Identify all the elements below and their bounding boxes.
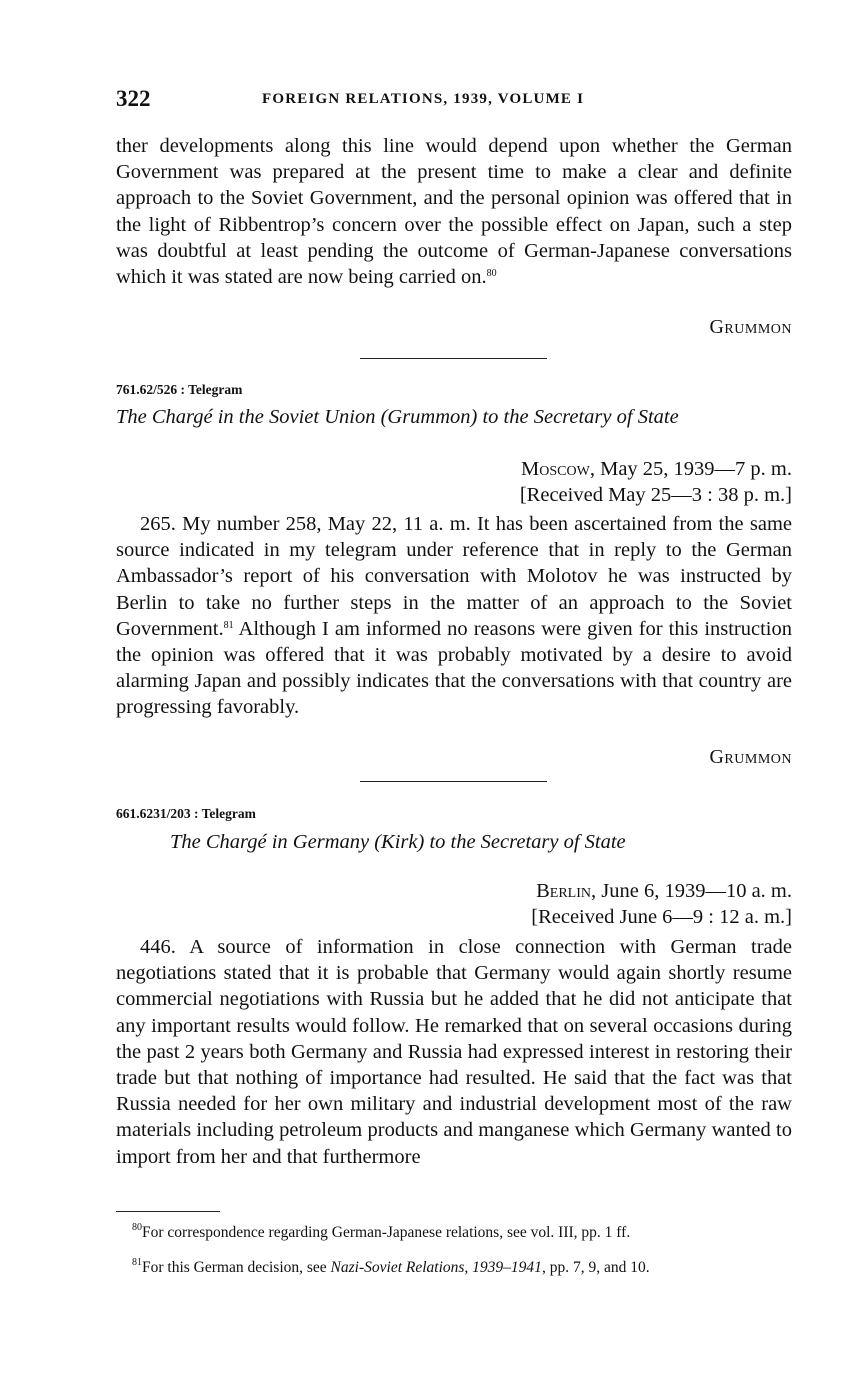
document-title-1: The Chargé in the Soviet Union (Grummon) to the Secretary of State bbox=[116, 406, 679, 428]
dateline-place-1: Moscow, bbox=[521, 458, 595, 480]
continuation-paragraph: ther developments along this line would depend upon whether the German Government was prepared at the present time to make a clear and definite approach to the Soviet Government, and the personal opinion was offered that in the light of Ribbentrop’s concern over the possible effect on Japan, such a step was doubtful at least pending the outcome of German-Japanese conversations which it was stated are now being carried on.$^{80}$ bbox=[116, 135, 792, 289]
received-line-1: [Received May 25—3 : 38 p. m.] bbox=[519, 484, 792, 506]
dateline-1 bbox=[520, 456, 792, 508]
received-line-2: [Received June 6—9 : 12 a. m.] bbox=[531, 906, 792, 928]
document-title-2: The Chargé in Germany (Kirk) to the Secretary of State bbox=[170, 831, 626, 853]
telegram-446-body: 446. A source of information in close connection with German trade negotiations stated that it is probable that Germany would again shortly resume commercial negotiations with Russia but he added that he did not anticipate that any important results would follow. He remarked that on several occasions during the past 2 years both Germany and Russia had expressed interest in restoring their trade but that nothing of importance had resulted. He said that the fact was that Russia needed for her own military and industrial development most of the raw materials including petroleum products and manganese which Germany wanted to import from her and that furthermore bbox=[116, 936, 792, 1168]
telegram-265-body: 265. My number 258, May 22, 11 a. m. It has been ascertained from the same source indicated in my telegram under reference that in reply to the German Ambassador’s report of his conversation with Molotov he was instructed by Berlin to take no further steps in the matter of an approach to the Soviet Government.$^{81}$ Although I am informed no reasons were given for this instruction the opinion was offered that it was probably motivated by a desire to avoid alarming Japan and possibly indicates that the conversations with that country are progressing favorably. bbox=[116, 513, 792, 719]
cited-title: Nazi-Soviet Relations, 1939–1941 bbox=[330, 1259, 542, 1276]
signature-grummon-2: Grummon bbox=[709, 746, 792, 768]
dateline-date-2: June 6, 1939—10 a. m. bbox=[601, 880, 792, 902]
file-number-1: 761.62/526 : Telegram bbox=[116, 382, 243, 397]
footnote-80: $^{80}$For correspondence regarding German-Japanese relations, see vol. III, pp. 1 ff. bbox=[132, 1222, 631, 1241]
section-divider bbox=[360, 358, 547, 359]
footnote-81: $^{81}$For this German decision, see Nazi-Soviet Relations, 1939–1941, pp. 7, 9, and 10. bbox=[132, 1257, 650, 1276]
signature-grummon-1: Grummon bbox=[709, 316, 792, 338]
footnote-ref-81: 81 bbox=[223, 619, 234, 631]
dateline-date-1: May 25, 1939—7 p. m. bbox=[600, 458, 792, 480]
dateline-place-2: Berlin, bbox=[536, 880, 597, 902]
footnote-mark-80: 80 bbox=[132, 1222, 142, 1233]
page-header bbox=[116, 86, 792, 116]
footnote-mark-81: 81 bbox=[132, 1257, 142, 1268]
file-number-2: 661.6231/203 : Telegram bbox=[116, 806, 256, 821]
footnote-ref-80: 80 bbox=[486, 268, 497, 280]
running-title: FOREIGN RELATIONS, 1939, VOLUME I bbox=[262, 91, 585, 107]
dateline-2 bbox=[531, 878, 792, 930]
page-number: 322 bbox=[116, 86, 151, 111]
section-divider bbox=[360, 781, 547, 782]
footnote-divider bbox=[116, 1211, 220, 1212]
